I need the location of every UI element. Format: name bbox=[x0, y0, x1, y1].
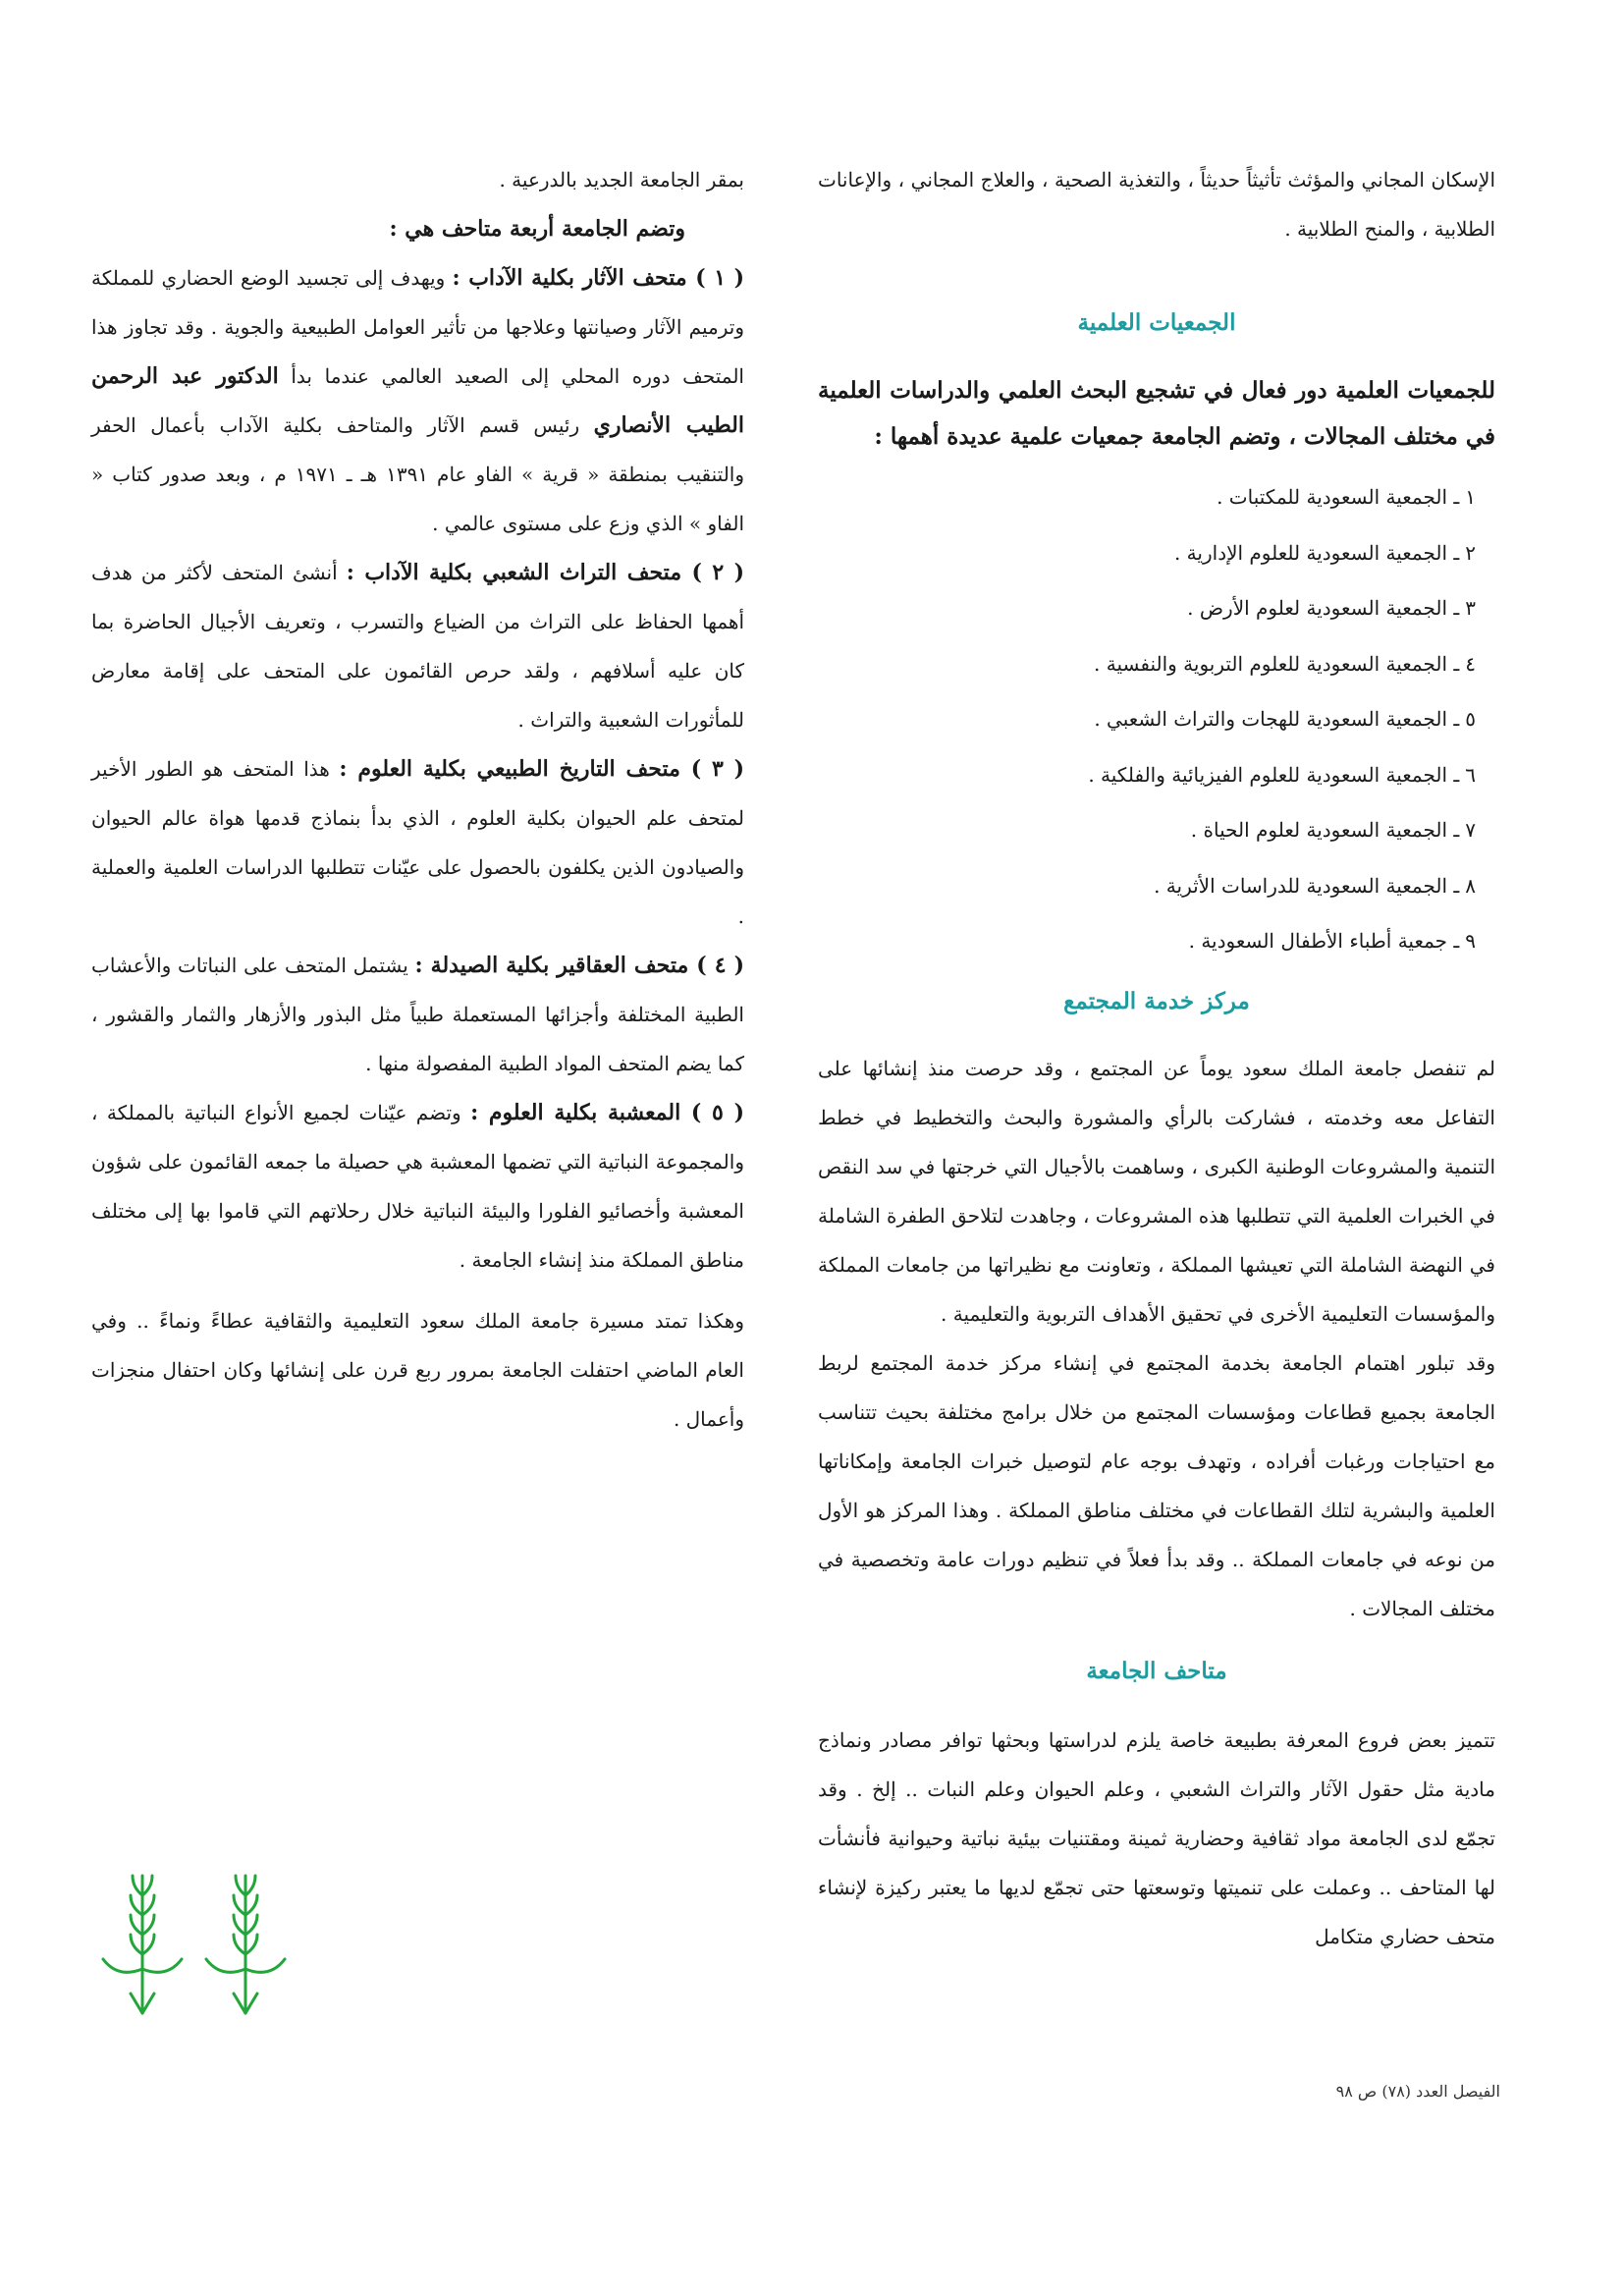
society-number: ٧ bbox=[1465, 818, 1476, 842]
spacer bbox=[818, 348, 1495, 367]
page-footer: الفيصل العدد (٧٨) ص ٩٨ bbox=[1335, 2082, 1500, 2101]
museum-body: وتضم عيّنات لجميع الأنواع النباتية بالمملكة ، والمجموعة النباتية التي تضمها المعشبة هي حصيلة ما جمعه القائمون على شؤون المعشبة وأخصائيو الفلورا والبيئة النباتية خلال رحلاتهم التي قاموا بها إلى مختلف مناطق المملكة منذ إنشاء الجامعة . bbox=[91, 1101, 744, 1272]
society-number: ٥ bbox=[1465, 707, 1476, 731]
spacer bbox=[818, 460, 1495, 469]
right-column bbox=[818, 155, 1495, 1961]
museum-body: ويهدف إلى تجسيد الوضع الحضاري للمملكة وترميم الآثار وصيانتها وعلاجها من تأثير العوامل الطبيعية والجوية . وقد تجاوز هذا المتحف دوره المحلي إلى الصعيد العالمي عندما بدأ bbox=[91, 266, 744, 388]
society-item bbox=[818, 636, 1495, 692]
spacer bbox=[818, 1633, 1495, 1647]
museum-heading: ( ١ ) متحف الآثار بكلية الآداب : bbox=[452, 265, 744, 291]
left-column bbox=[91, 155, 744, 1444]
societies-list bbox=[818, 469, 1495, 969]
society-item bbox=[818, 580, 1495, 636]
society-label: ـ الجمعية السعودية لعلوم الأرض . bbox=[1187, 596, 1460, 620]
museum-item bbox=[91, 941, 744, 1088]
societies-title: الجمعيات العلمية bbox=[1077, 309, 1236, 336]
museum-heading: ( ٣ ) متحف التاريخ الطبيعي بكلية العلوم : bbox=[339, 756, 744, 782]
societies-lead: للجمعيات العلمية دور فعال في تشجيع البحث العلمي والدراسات العلمية في مختلف المجالات ، وتضم الجامعة جمعيات علمية عديدة أهمها : bbox=[818, 377, 1495, 450]
intro-paragraph: الإسكان المجاني والمؤثث تأثيثاً حديثاً ، والتغذية الصحية ، والعلاج المجاني ، والإعانات الطلابية ، والمنح الطلابية . bbox=[818, 168, 1495, 241]
continuation-line: بمقر الجامعة الجديد بالدرعية . bbox=[499, 168, 744, 191]
society-number: ١ bbox=[1465, 485, 1476, 509]
spacer bbox=[818, 1696, 1495, 1716]
society-number: ٩ bbox=[1465, 929, 1476, 953]
spacer bbox=[91, 1285, 744, 1296]
society-item bbox=[818, 913, 1495, 969]
society-label: ـ الجمعية السعودية للعلوم الفيزيائية والفلكية . bbox=[1088, 762, 1460, 787]
museum-item bbox=[91, 744, 744, 941]
spacer bbox=[818, 253, 1495, 299]
spacer bbox=[818, 969, 1495, 977]
museum-heading: ( ٥ ) المعشبة بكلية العلوم : bbox=[470, 1100, 744, 1125]
society-number: ٨ bbox=[1465, 873, 1476, 898]
society-item bbox=[818, 802, 1495, 858]
closing-paragraph: وهكذا تمتد مسيرة جامعة الملك سعود التعليمية والثقافية عطاءً ونماءً .. وفي العام الماضي احتفلت الجامعة بمرور ربع قرن على إنشائها وكان احتفال منجزات وأعمال . bbox=[91, 1309, 744, 1431]
community-paragraph-1: لم تنفصل جامعة الملك سعود يوماً عن المجتمع ، وقد حرصت منذ إنشائها على التفاعل معه وخدمته ، فشاركت بالرأي والمشورة والبحث والتخطيط في خطط التنمية والمشروعات الوطنية الكبرى ، وساهمت بالأجيال التي خرجتها في سد النقص في الخبرات العلمية التي تتطلبها هذه المشروعات ، وجاهدت لتلاحق الطفرة الشاملة في النهضة الشاملة التي تعيشها المملكة ، وتعاونت مع نظيراتها من جامعات المملكة والمؤسسات التعليمية الأخرى في تحقيق الأهداف التربوية والتعليمية . bbox=[818, 1056, 1495, 1326]
spacer bbox=[818, 1026, 1495, 1044]
society-item bbox=[818, 525, 1495, 581]
society-label: ـ الجمعية السعودية للمكتبات . bbox=[1217, 485, 1460, 509]
society-label: ـ الجمعية السعودية للهجات والتراث الشعبي . bbox=[1094, 707, 1460, 731]
society-item bbox=[818, 747, 1495, 803]
society-label: ـ جمعية أطباء الأطفال السعودية . bbox=[1188, 929, 1460, 953]
museum-heading: ( ٤ ) متحف العقاقير بكلية الصيدلة : bbox=[414, 953, 744, 978]
museum-item bbox=[91, 1088, 744, 1285]
museums-title: متاحف الجامعة bbox=[1086, 1657, 1227, 1684]
society-label: ـ الجمعية السعودية للدراسات الأثرية . bbox=[1154, 873, 1460, 898]
museum-item bbox=[91, 548, 744, 744]
society-item bbox=[818, 469, 1495, 525]
society-label: ـ الجمعية السعودية لعلوم الحياة . bbox=[1190, 818, 1460, 842]
society-label: ـ الجمعية السعودية للعلوم التربوية والنفسية . bbox=[1094, 651, 1460, 676]
society-number: ٤ bbox=[1465, 651, 1476, 676]
community-title: مركز خدمة المجتمع bbox=[1063, 987, 1250, 1014]
museum-body: هذا المتحف هو الطور الأخير لمتحف علم الحيوان بكلية العلوم ، الذي بدأ بنماذج قدمها هواة عالم الحيوان والصيادون الذين يكلفون بالحصول على عيّنات تتطلبها الدراسات العلمية والعملية . bbox=[91, 757, 744, 928]
society-number: ٢ bbox=[1465, 540, 1476, 565]
museum-body: أنشئ المتحف لأكثر من هدف أهمها الحفاظ على التراث من الضياع والتسرب ، وتعريف الأجيال الحاضرة بما كان عليه أسلافهم ، ولقد حرص القائمون على المتحف على إقامة معارض للمأثورات الشعبية والتراث . bbox=[91, 561, 744, 732]
community-paragraph-2: وقد تبلور اهتمام الجامعة بخدمة المجتمع في إنشاء مركز خدمة المجتمع لربط الجامعة بجميع قطاعات ومؤسسات المجتمع من خلال برامج مختلفة بحيث تتناسب مع احتياجات ورغبات أفراده ، وتهدف بوجه عام لتوصيل خبرات الجامعة وإمكاناتها العلمية والبشرية لتلك القطاعات في مختلف مناطق المملكة . وهذا المركز هو الأول من نوعه في جامعات المملكة .. وقد بدأ فعلاً في تنظيم دورات عامة وتخصصية في مختلف المجالات . bbox=[818, 1350, 1495, 1620]
museum-heading: ( ٢ ) متحف التراث الشعبي بكلية الآداب : bbox=[346, 560, 745, 585]
wheat-stalk-icon bbox=[103, 1876, 285, 2013]
society-number: ٦ bbox=[1465, 762, 1476, 787]
museum-body: يشتمل المتحف على النباتات والأعشاب الطبية المختلفة وأجزائها المستعملة طبياً مثل البذور والأزهار والثمار والقشور ، كما يضم المتحف المواد الطبية المفصولة منها . bbox=[91, 954, 744, 1075]
society-item bbox=[818, 858, 1495, 914]
museum-item bbox=[91, 253, 744, 548]
society-item bbox=[818, 691, 1495, 747]
person-name: الدكتور عبد الرحمن الطيب الأنصاري bbox=[91, 363, 744, 438]
wheat-logo-icon bbox=[98, 1866, 295, 2023]
society-number: ٣ bbox=[1465, 596, 1476, 620]
society-label: ـ الجمعية السعودية للعلوم الإدارية . bbox=[1173, 540, 1460, 565]
museums-heading: وتضم الجامعة أربعة متاحف هي : bbox=[389, 216, 685, 242]
museum-body-cont: رئيس قسم الآثار والمتاحف بكلية الآداب بأعمال الحفر والتنقيب بمنطقة « قرية » الفاو عام ١٣٩١ هـ ـ ١٩٧١ م ، وبعد صدور كتاب « الفاو » الذي وزع على مستوى عالمي . bbox=[91, 413, 744, 535]
museums-paragraph: تتميز بعض فروع المعرفة بطبيعة خاصة يلزم لدراستها وبحثها توافر مصادر ونماذج مادية مثل حقول الآثار والتراث الشعبي ، وعلم الحيوان وعلم النبات .. إلخ . وقد تجمّع لدى الجامعة مواد ثقافية وحضارية ثمينة ومقتنيات بيئية نباتية وحيوانية فأنشأت لها المتاحف .. وعملت على تنميتها وتوسعتها حتى تجمّع لديها ما يعتبر ركيزة لإنشاء متحف حضاري متكامل bbox=[818, 1727, 1495, 1948]
